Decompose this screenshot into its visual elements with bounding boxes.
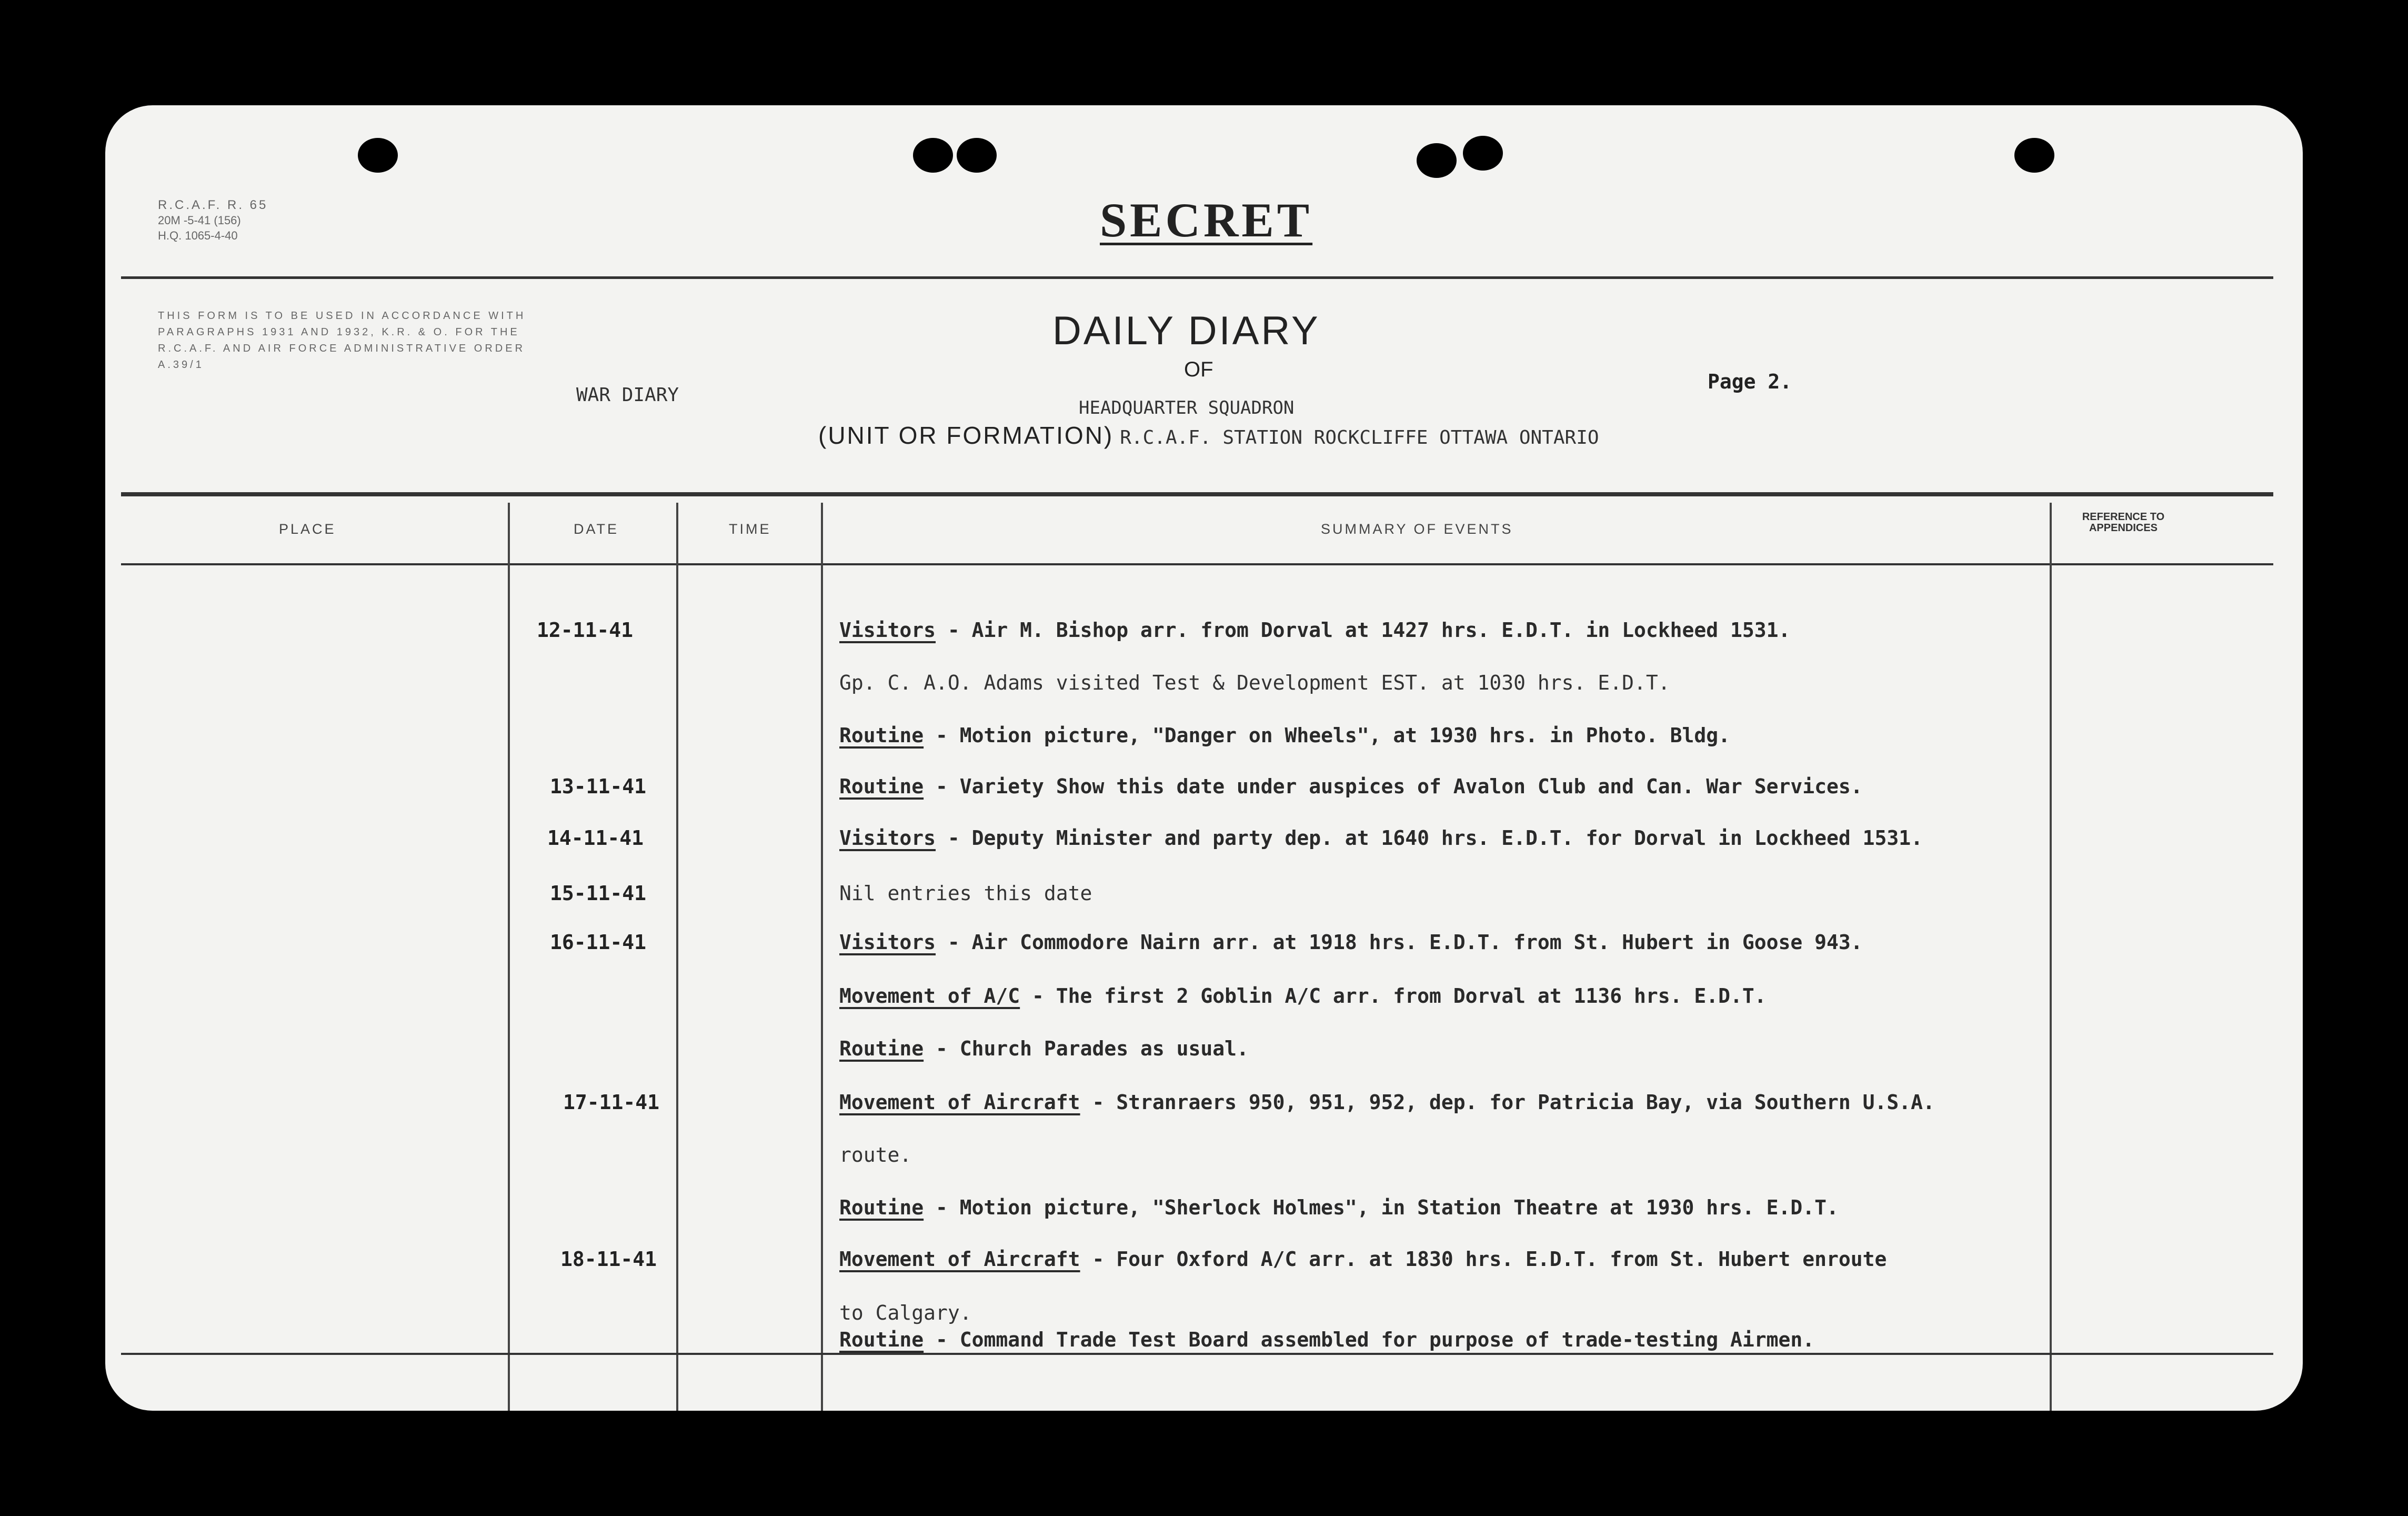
divider: [121, 492, 2273, 496]
punch-hole: [913, 138, 953, 173]
entry-text: - Motion picture, "Sherlock Holmes", in Station Theatre at 1930 hrs. E.D.T.: [924, 1196, 1839, 1219]
unit-value: R.C.A.F. STATION ROCKCLIFFE OTTAWA ONTARIO: [1120, 427, 1599, 448]
summary-line: [839, 882, 1092, 905]
summary-line: [839, 1328, 1814, 1351]
entry-text: - Stranraers 950, 951, 952, dep. for Patricia Bay, via Southern U.S.A.: [1080, 1091, 1935, 1114]
column-header-time: TIME: [729, 521, 771, 537]
entry-category: Routine: [839, 1037, 924, 1060]
summary-line: [839, 1037, 1249, 1060]
entry-text: - Variety Show this date under auspices of Avalon Club and Can. War Services.: [924, 775, 1863, 798]
column-header-date: DATE: [574, 521, 619, 537]
summary-line: [839, 775, 1863, 798]
entry-category: Visitors: [839, 931, 936, 954]
column-header-reference: REFERENCE TO APPENDICES: [2082, 511, 2165, 534]
summary-line: [839, 619, 1790, 642]
entry-text: - Four Oxford A/C arr. at 1830 hrs. E.D.T. from St. Hubert enroute: [1080, 1248, 1887, 1271]
summary-line: [839, 1091, 1935, 1114]
entry-date: 17-11-41: [563, 1091, 660, 1114]
page-number: Page 2.: [1708, 370, 1792, 393]
column-rule: [2050, 503, 2052, 1411]
punch-hole: [1463, 136, 1503, 171]
entry-text: - Air Commodore Nairn arr. at 1918 hrs. E.D.T. from St. Hubert in Goose 943.: [936, 931, 1863, 954]
war-diary-label: WAR DIARY: [576, 384, 679, 406]
divider: [121, 563, 2273, 565]
entry-text: Gp. C. A.O. Adams visited Test & Development EST. at 1030 hrs. E.D.T.: [839, 671, 1670, 694]
entry-category: Visitors: [839, 826, 936, 850]
punch-hole: [358, 138, 398, 173]
entry-text: Nil entries this date: [839, 882, 1092, 905]
entry-date: 18-11-41: [560, 1248, 657, 1271]
diary-card: [105, 105, 2303, 1411]
punch-hole: [957, 138, 997, 173]
summary-line: [839, 984, 1767, 1008]
entry-text: - The first 2 Goblin A/C arr. from Dorval at 1136 hrs. E.D.T.: [1020, 984, 1767, 1008]
entry-text: route.: [839, 1143, 912, 1166]
entry-category: Routine: [839, 775, 924, 798]
entry-text: - Air M. Bishop arr. from Dorval at 1427 hrs. E.D.T. in Lockheed 1531.: [936, 619, 1791, 642]
entry-text: - Church Parades as usual.: [924, 1037, 1249, 1060]
summary-line: [839, 1143, 911, 1166]
summary-line: [839, 1301, 972, 1324]
page-title: DAILY DIARY: [1052, 308, 1320, 353]
entry-date: 12-11-41: [537, 619, 634, 642]
entry-category: Routine: [839, 1328, 924, 1351]
entry-text: - Command Trade Test Board assembled for purpose of trade-testing Airmen.: [924, 1328, 1815, 1351]
squadron-name: HEADQUARTER SQUADRON: [1079, 397, 1295, 418]
entry-category: Movement of Aircraft: [839, 1248, 1080, 1271]
unit-row: [818, 421, 1599, 450]
punch-hole: [1417, 143, 1457, 178]
form-code: R.C.A.F. R. 65 20M -5-41 (156) H.Q. 1065-4-40: [158, 198, 268, 242]
summary-line: [839, 671, 1670, 694]
column-header-place: PLACE: [279, 521, 336, 537]
entry-category: Routine: [839, 1196, 924, 1219]
entry-date: 15-11-41: [550, 882, 647, 905]
entry-date: 14-11-41: [547, 826, 644, 850]
summary-line: [839, 1248, 1887, 1271]
divider: [121, 1353, 2273, 1355]
column-rule: [508, 503, 510, 1411]
form-instructions: THIS FORM IS TO BE USED IN ACCORDANCE WITH PARAGRAPHS 1931 AND 1932, K.R. & O. FOR THE R.C.A.F. AND AIR FORCE ADMINISTRATIVE ORDER A.39/1: [158, 310, 526, 371]
entry-text: to Calgary.: [839, 1301, 972, 1324]
divider: [121, 276, 2273, 279]
entry-category: Routine: [839, 724, 924, 747]
entry-category: Movement of A/C: [839, 984, 1020, 1008]
unit-label: (UNIT OR FORMATION): [818, 422, 1114, 449]
entry-text: - Motion picture, "Danger on Wheels", at 1930 hrs. in Photo. Bldg.: [924, 724, 1730, 747]
column-rule: [821, 503, 823, 1411]
entry-category: Visitors: [839, 619, 936, 642]
entry-date: 16-11-41: [550, 931, 647, 954]
of-label: OF: [1184, 358, 1213, 381]
classification-stamp: SECRET: [1100, 193, 1313, 247]
summary-line: [839, 1196, 1839, 1219]
summary-line: [839, 826, 1923, 850]
summary-line: [839, 724, 1730, 747]
entry-text: - Deputy Minister and party dep. at 1640 hrs. E.D.T. for Dorval in Lockheed 1531.: [936, 826, 1923, 850]
column-rule: [676, 503, 678, 1411]
entry-date: 13-11-41: [550, 775, 647, 798]
entry-category: Movement of Aircraft: [839, 1091, 1080, 1114]
summary-line: [839, 931, 1863, 954]
punch-hole: [2014, 138, 2054, 173]
column-header-summary: SUMMARY OF EVENTS: [1321, 521, 1513, 537]
